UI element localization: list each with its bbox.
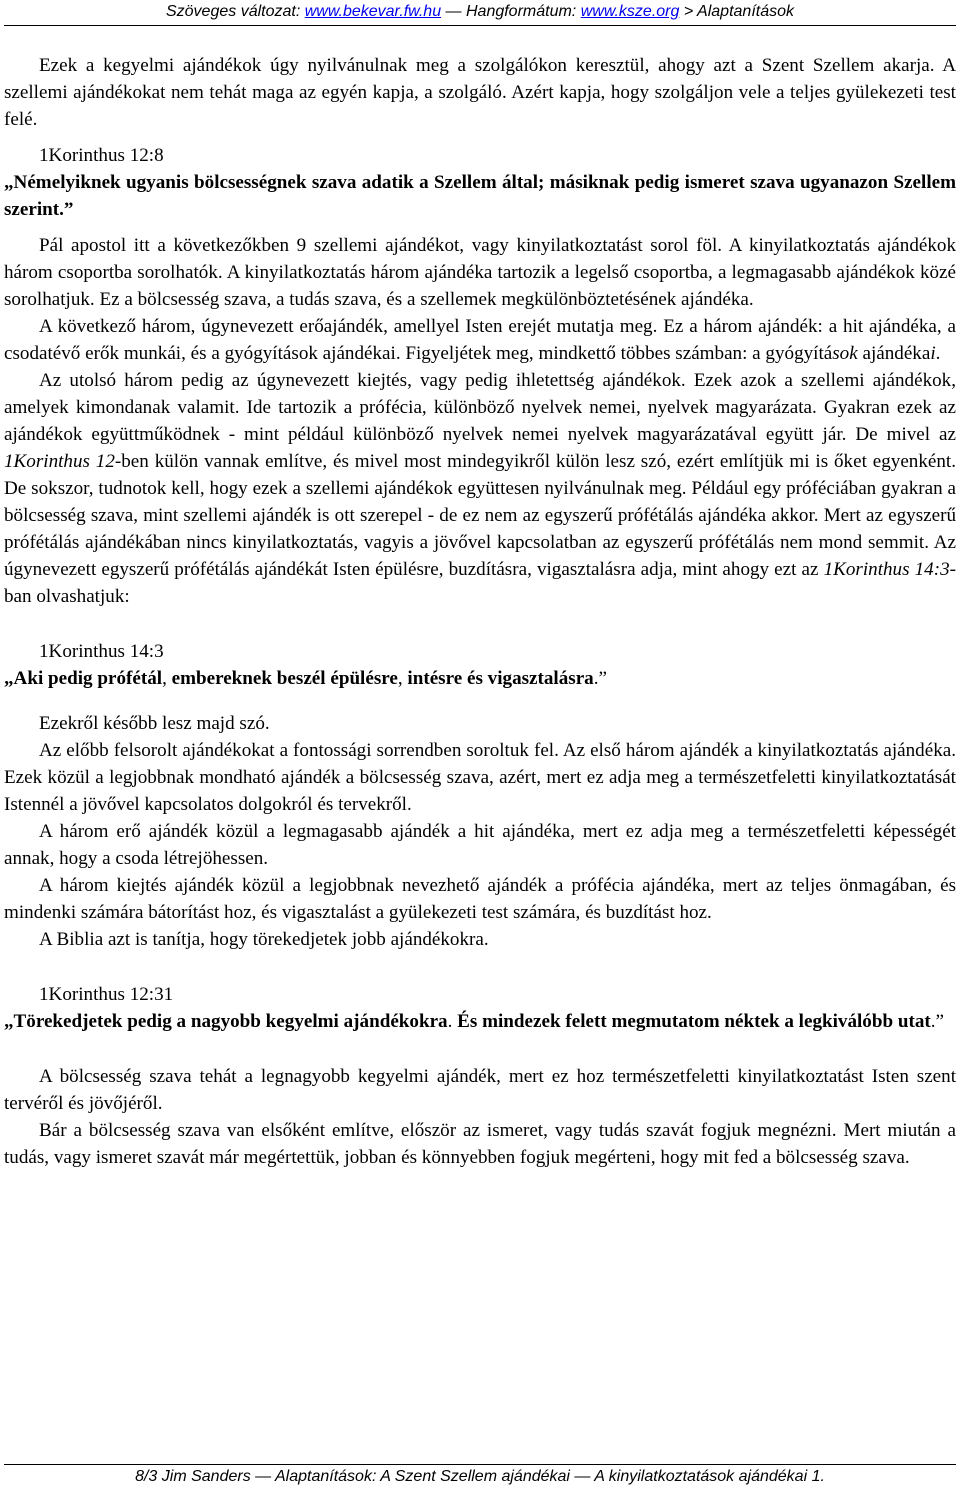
paragraph-gifts-intro: Ezek a kegyelmi ajándékok úgy nyilvánulnak meg a szolgálókon keresztül, ahogy azt a Szent Szellem akarja. A szellemi ajándékokat nem tehát maga az egyén kapja, a szolgáló. Azért kapja, hogy szolgáljon vele a teljes gyülekezeti test felé. (4, 55, 956, 130)
paragraph-faith-gift: A három erő ajándék közül a legmagasabb ajándék a hit ajándéka, mert ez adja meg a természetfeletti képességét annak, hogy a csoda létrejöhessen. (4, 821, 956, 869)
header-text (0, 2, 960, 22)
header-middle: — Hangformátum: (441, 3, 581, 20)
scripture-quote-14-3: „Aki pedig prófétál, embereknek beszél épülésre, intésre és vigasztalásra.” (4, 668, 607, 689)
bekevar-link[interactable]: www.bekevar.fw.hu (304, 3, 442, 20)
paragraph-nine-gifts: Pál apostol itt a következőkben 9 szellemi ajándékot, vagy kinyilatkoztatást sorol föl. A kinyilatkoztatás ajándékok három csoportba sorolhatók. A kinyilatkoztatás három ajándéka tartozik a legelső csoportba, a legmagasabb ajándékok közé sorolhatjuk. Ez a bölcsesség szava, a tudás szava, és a szellemek megkülönböztetésének ajándéka. (4, 235, 956, 310)
paragraph-word-of-wisdom: A bölcsesség szava tehát a legnagyobb kegyelmi ajándék, mert ez hoz természetfeletti kinyilatkoztatást Isten szent tervéről és jövőjéről. (4, 1066, 956, 1114)
scripture-quote-12-31: „Törekedjetek pedig a nagyobb kegyelmi ajándékokra. És mindezek felett megmutatom néktek a legkiválóbb utat.” (4, 1011, 945, 1032)
scripture-reference-12-8: 1Korinthus 12:8 (39, 145, 164, 166)
paragraph-prophecy-gift: A három kiejtés ajándék közül a legjobbnak nevezhető ajándék a prófécia ajándéka, mert az teljes önmagában, és mindenki számára bátorítást hoz, és vigasztalást a gyülekezeti test számára, és buzdítást hoz. (4, 875, 956, 923)
paragraph-word-of-knowledge: Bár a bölcsesség szava van elsőként említve, először az ismeret, vagy tudás szavát fogjuk megnézni. Mert miután a tudás, vagy ismeret szavát már megértettük, jobban és könnyebben fogjuk megérteni, hogy mit fed a bölcsesség szava. (4, 1120, 956, 1168)
header-prefix: Szöveges változat: (165, 3, 305, 20)
paragraph-priority-order: Az előbb felsorolt ajándékokat a fontossági sorrendben soroltuk fel. Az első három ajándék a kinyilatkoztatás ajándéka. Ezek közül a legjobbnak mondható ajándék a bölcsesség szava, azért, mert ez adja meg a természetfeletti kinyilatkoztatását Istennél a jövővel kapcsolatos dolgokról és tervekről. (4, 740, 956, 815)
header-divider (4, 25, 956, 26)
footer-text: 8/3 Jim Sanders — Alaptanítások: A Szent Szellem ajándékai — A kinyilatkoztatások ajándékai 1. (135, 1468, 825, 1485)
page-footer (0, 1464, 960, 1488)
ksze-link[interactable]: www.ksze.org (580, 3, 680, 20)
scripture-quote-12-8: „Némelyiknek ugyanis bölcsességnek szava adatik a Szellem által; másiknak pedig ismeret szava ugyanazon Szellem szerint.” (4, 172, 956, 220)
header-suffix: > Alaptanítások (679, 3, 794, 20)
page-header (0, 0, 960, 27)
paragraph-later: Ezekről később lesz majd szó. (39, 713, 270, 734)
paragraph-utterance-gifts: Az utolsó három pedig az úgynevezett kiejtés, vagy pedig ihletettség ajándékok. Ezek azok a szellemi ajándékok, amelyek kimondanak valamit. Ide tartozik a prófécia, különböző nyelvek nemei, nyelvek magyarázata. Gyakran ezek az ajándékok együttműködnek - mint például különböző nyelvek nemei nyelvek magyarázatával együtt jár. De mivel az 1Korinthus 12-ben külön vannak említve, és mivel most mindegyikről külön lesz szó, ezért említjük mi is őket egyenként. De sokszor, tudnotok kell, hogy ezek a szellemi ajándékok együttesen nyilvánulnak meg. Például egy próféciában gyakran a bölcsesség szava, mint szellemi ajándék is ott szerepel - de ez nem az egyszerű prófétálás ajándéka akkor. Mert az egyszerű prófétálás ajándékában nincs kinyilatkoztatás, vagyis a jövővel kapcsolatban az egyszerű prófétálás nem mond semmit. Az úgynevezett egyszerű prófétálás ajándékát Isten épülésre, buzdításra, vigasztalásra adja, mint ahogy ezt az 1Korinthus 14:3-ban olvashatjuk: (4, 370, 956, 607)
document-body (4, 52, 956, 1171)
footer-divider (4, 1464, 956, 1465)
paragraph-power-gifts: A következő három, úgynevezett erőajándék, amellyel Isten erejét mutatja meg. Ez a három ajándék: a hit ajándéka, a csodatévő erők munkái, és a gyógyítások ajándékai. Figyeljétek meg, mindkettő többes számban: a gyógyítások ajándékai. (4, 316, 956, 364)
scripture-reference-14-3: 1Korinthus 14:3 (39, 641, 164, 662)
scripture-reference-12-31: 1Korinthus 12:31 (39, 984, 174, 1005)
paragraph-better-gifts: A Biblia azt is tanítja, hogy törekedjetek jobb ajándékokra. (39, 929, 489, 950)
